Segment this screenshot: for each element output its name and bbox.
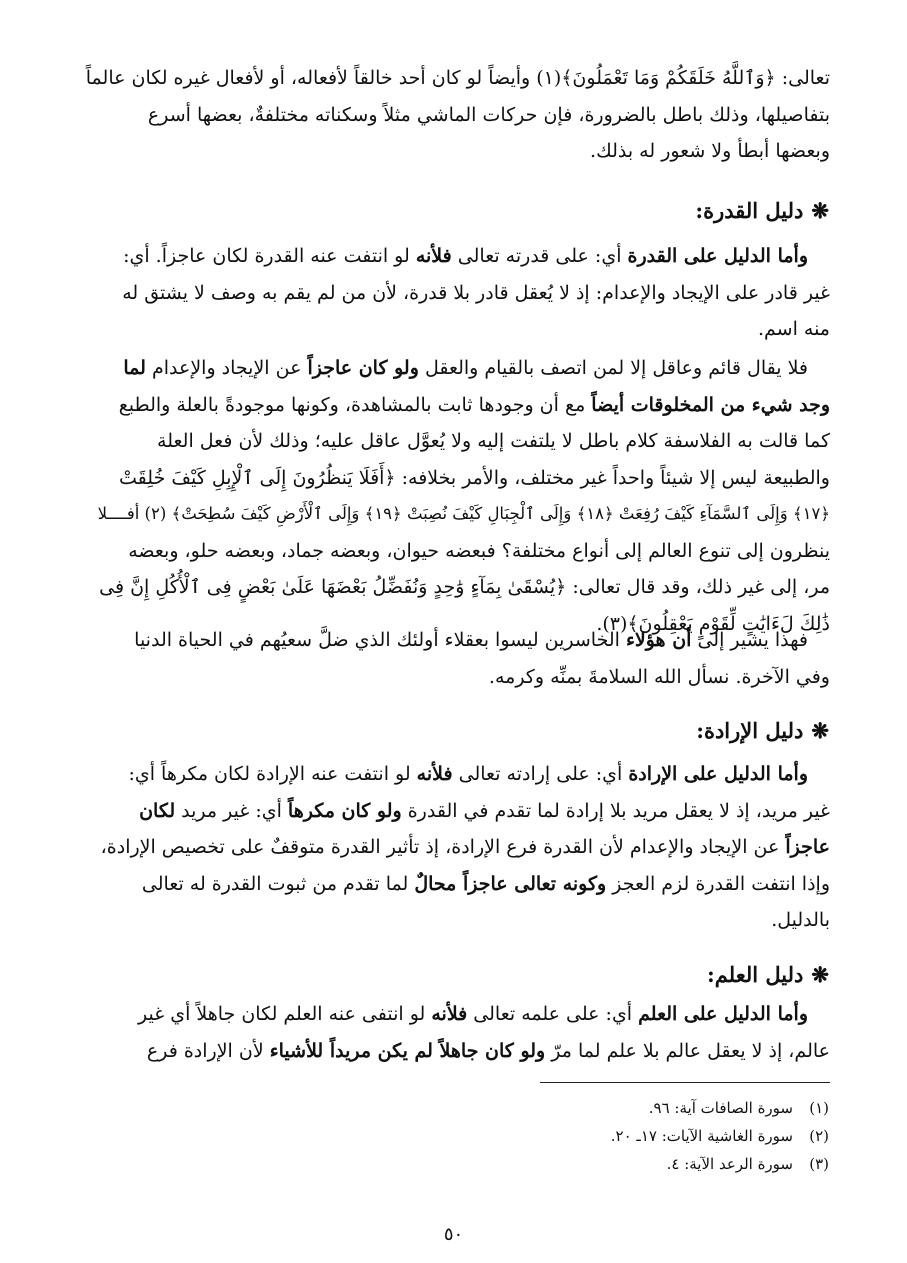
text-line — [78, 387, 830, 424]
star-icon: ❋ — [811, 198, 829, 223]
text-run: فلا يقال قائم وعاقل إلا لمن اتصف بالقيام والعقل — [418, 357, 808, 379]
paragraph-qudra — [78, 238, 830, 348]
text-line: بالدليل. — [771, 909, 830, 931]
text-line — [78, 866, 830, 903]
section-heading-irada — [696, 718, 829, 743]
heading-text: دليل العلم: — [707, 962, 804, 987]
paragraph-ajz — [78, 350, 830, 642]
text-run: لأن الإرادة فرع — [146, 1039, 270, 1062]
bold-phrase: فلأنه — [431, 1003, 468, 1025]
footnote-text: سورة الصافات آية: ٩٦. — [648, 1099, 793, 1117]
text-line — [78, 238, 830, 275]
section-heading-ilm — [707, 962, 829, 987]
bold-phrase: فلأنه — [415, 245, 452, 267]
text-run: أي: على قدرته تعالى — [451, 245, 628, 267]
text-run: وإذا انتفت القدرة لزم العجز — [606, 872, 830, 895]
bold-phrase: وجد شيء من المخلوقات أيضاً — [591, 393, 830, 416]
footnote-number: (٢) — [809, 1127, 829, 1145]
text-run: لو انتفت عنه الإرادة لكان مكرهاً أي: — [128, 763, 417, 785]
paragraph-ilm — [78, 996, 830, 1069]
text-run: لما تقدم من ثبوت القدرة له تعالى — [141, 872, 415, 895]
text-line — [78, 996, 830, 1033]
footnote — [611, 1126, 829, 1146]
paragraph-continuation — [78, 60, 830, 170]
heading-text: دليل الإرادة: — [696, 718, 804, 743]
bold-phrase: وأما الدليل على العلم — [638, 1003, 808, 1025]
paragraph-irada — [78, 756, 830, 939]
paragraph-khasirin — [78, 622, 830, 695]
quran-line: ذَٰلِكَ لَءَايَٰتٍ لِّقَوْمٍ يَعْقِلُونَ﴾(٣). — [596, 612, 830, 635]
footnote-divider — [540, 1082, 830, 1083]
text-line: وبعضها أبطأ ولا شعور له بذلك. — [590, 140, 830, 162]
text-line: غير قادر على الإيجاد والإعدام: إذ لا يُعقل قادر بلا قدرة، لأن من لم يقم به وصف لا يشتق له — [122, 281, 830, 304]
quran-line: ﴿١٧﴾ وَإِلَى ٱلسَّمَآءِ كَيْفَ رُفِعَتْ ﴿١٨﴾ وَإِلَى ٱلْجِبَالِ كَيْفَ نُصِبَتْ ﴿١٩﴾ وَإِلَى ٱلْأَرْضِ كَيْفَ سُطِحَتْ﴾ (٢) أفــــلا — [97, 504, 830, 523]
bold-phrase: ولو كان جاهلاً لم يكن مريداً للأشياء — [269, 1039, 546, 1062]
bold-phrase: وأما الدليل على الإرادة — [628, 763, 808, 785]
text-line: منه اسم. — [757, 318, 830, 340]
text-run: عن الإيجاد والإعدام لأن القدرة فرع الإرادة، إذ تأثير القدرة متوقفٌ على تخصيص الإرادة، — [100, 836, 786, 858]
text-run: أي: على علمه تعالى — [467, 1003, 639, 1025]
bold-phrase: لكان — [139, 799, 176, 822]
section-heading-qudra — [695, 198, 829, 223]
text-line — [78, 829, 830, 866]
heading-text: دليل القدرة: — [695, 198, 804, 223]
footnote-number: (١) — [809, 1099, 829, 1117]
text-line: ينظرون إلى تنوع العالم إلى أنواع مختلفة؟ فبعضه حيوان، وبعضه جماد، وبعضه حلو، وبعضه — [128, 539, 830, 562]
text-run: عالم، إذ لا يعقل عالم بلا علم لما مرّ — [545, 1039, 830, 1062]
text-line: بتفاصيلها، وذلك باطل بالضرورة، فإن حركات الماشي مثلاً وسكناته مختلفةٌ، بعضها أسرع — [147, 103, 830, 126]
text-line: تعالى: ﴿وَٱللَّهُ خَلَقَكُمْ وَمَا تَعْمَلُونَ﴾(١) وأيضاً لو كان أحد خالقاً لأفعاله، أو لأفعال غيره لكان عالماً — [85, 67, 830, 89]
quran-line: مر، إلى غير ذلك، وقد قال تعالى: ﴿يُسْقَىٰ بِمَآءٍ وَٰحِدٍ وَنُفَضِّلُ بَعْضَهَا عَلَىٰ بَعْضٍ فِى ٱلْأُكُلِ إِنَّ فِى — [99, 576, 830, 598]
text-line — [78, 793, 830, 830]
text-run: مع أن وجودها ثابت بالمشاهدة، وكونها موجودةً بالعلة والطبع — [118, 393, 592, 416]
text-run: الخاسرين ليسوا بعقلاء أولئك الذي ضلَّ سعيُهم في الحياة الدنيا — [134, 629, 626, 651]
bold-phrase: لما — [123, 357, 146, 379]
text-line — [78, 350, 830, 387]
bold-phrase: عاجزاً — [785, 836, 830, 858]
text-run: لو انتفت عنه القدرة لكان عاجزاً. أي: — [123, 245, 416, 267]
text-run: غير مريد، إذ لا يعقل مريد بلا إرادة لما تقدم في القدرة — [401, 799, 830, 822]
bold-phrase: وكونه تعالى عاجزاً محالٌ — [414, 872, 607, 895]
text-line — [78, 622, 830, 659]
bold-phrase: فلأنه — [416, 763, 453, 785]
text-run: لو انتفى عنه العلم لكان جاهلاً أي غير — [138, 1003, 432, 1025]
text-run: أي: غير مريد — [175, 799, 288, 822]
footnote-text: سورة الرعد الآية: ٤. — [666, 1155, 793, 1173]
text-line — [78, 1033, 830, 1070]
bold-phrase: وأما الدليل على القدرة — [627, 245, 808, 267]
text-run: عن الإيجاد والإعدام — [145, 357, 308, 379]
star-icon: ❋ — [811, 718, 829, 743]
footnote-text: سورة الغاشية الآيات: ١٧ـ ٢٠. — [610, 1127, 793, 1145]
quran-line: والطبيعة ليس إلا شيئاً واحداً غير مختلف، والأمر بخلافه: ﴿أَفَلَا يَنظُرُونَ إِلَى ٱلْإِبِلِ كَيْفَ خُلِقَتْ — [119, 466, 830, 489]
bold-phrase: ولو كان مكرهاً — [287, 799, 402, 822]
text-run: فهذا يشير إلى — [691, 629, 808, 651]
footnote-number: (٣) — [809, 1155, 829, 1173]
page-number: ٥٠ — [443, 1224, 464, 1245]
footnote — [667, 1154, 829, 1174]
text-run: أي: على إرادته تعالى — [452, 763, 629, 785]
text-line: وفي الآخرة. نسأل الله السلامةَ بمنِّه وكرمه. — [488, 665, 830, 688]
footnote — [649, 1098, 829, 1118]
star-icon: ❋ — [811, 962, 829, 987]
bold-phrase: ولو كان عاجزاً — [307, 357, 419, 379]
bold-phrase: أن هؤلاء — [625, 629, 692, 651]
text-line — [78, 756, 830, 793]
text-line: كما قالت به الفلاسفة كلام باطل لا يلتفت إليه ولا يُعوَّل عاقل عليه؛ وذلك لأن فعل العلة — [157, 430, 830, 452]
